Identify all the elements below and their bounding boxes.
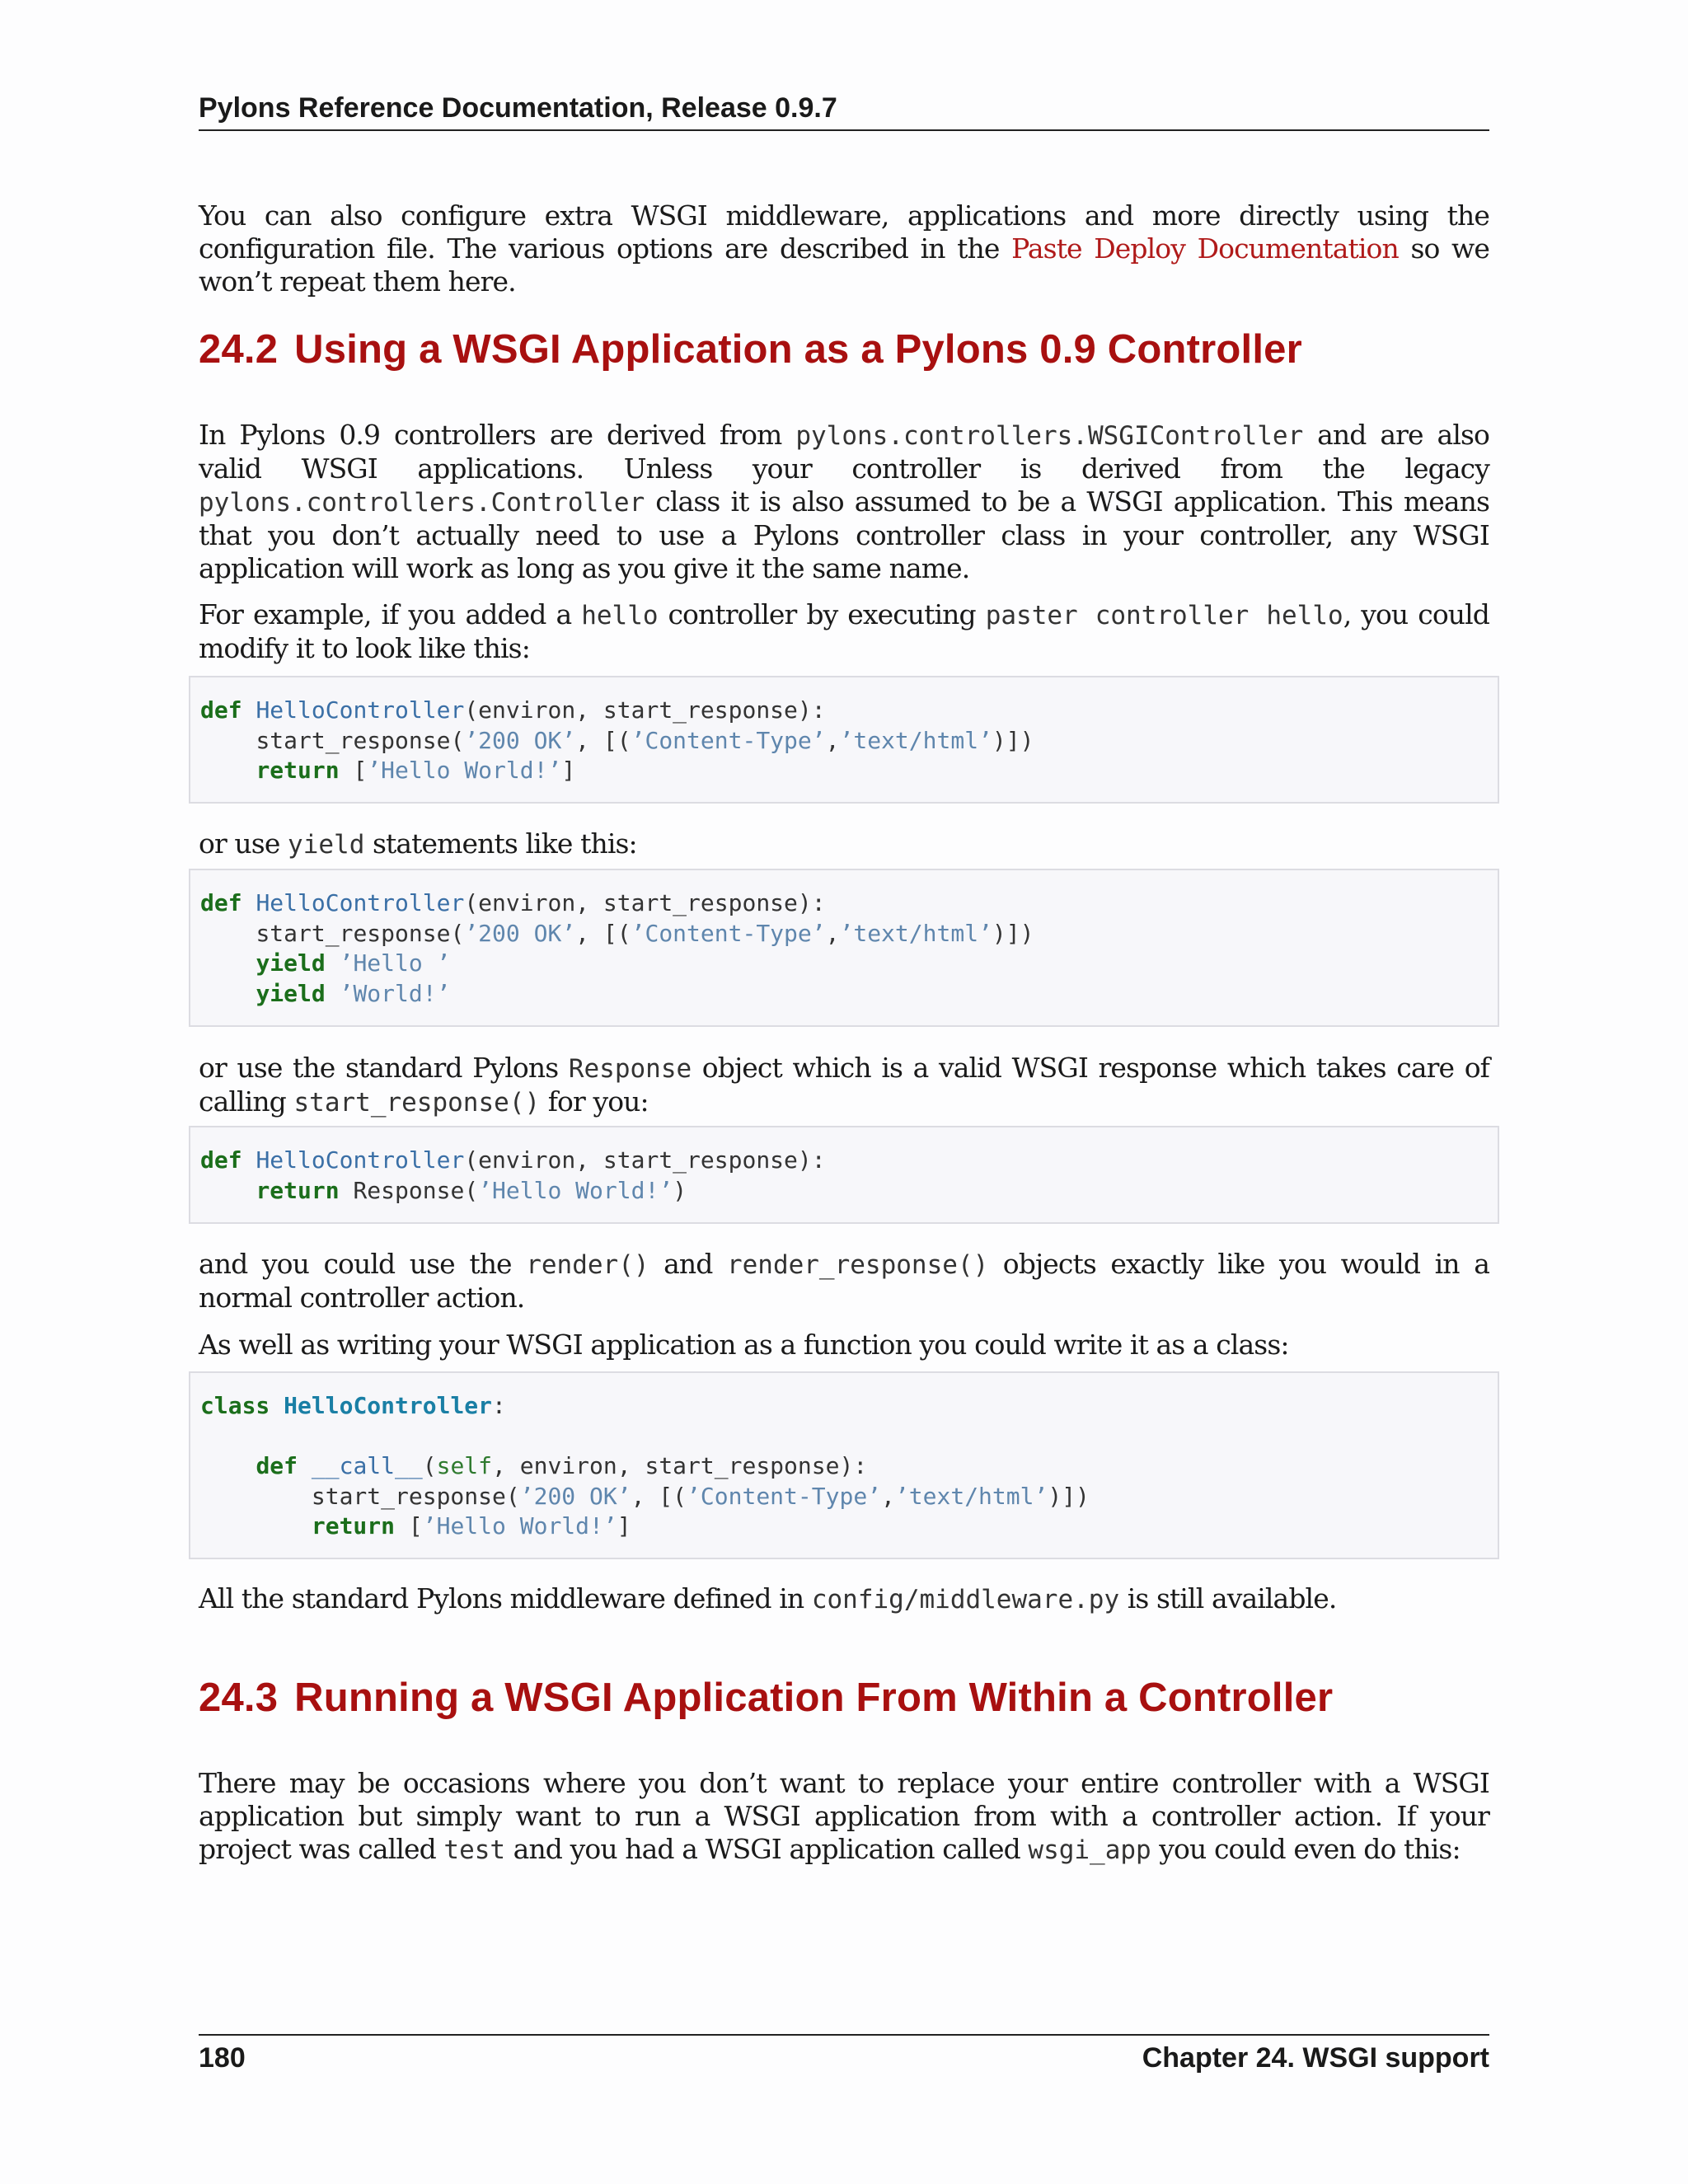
inline-code: wsgi_app <box>1028 1835 1151 1865</box>
paragraph-running-wsgi: There may be occasions where you don’t want to replace your entire controller with a WSGI application but simply want to run a WSGI application from with a controller action. If your project was called test and you had a WSGI application called wsgi_app you could even do this: <box>199 1767 1489 1865</box>
paragraph-wsgi-controllers: In Pylons 0.9 controllers are derived from pylons.controllers.WSGIController and are also valid WSGI applications. Unless your controller is derived from the legacy pylons.controllers.Controller class it is also assumed to be a WSGI application. This means that you don’t actually need to use a Pylons controller class in your controller, any WSGI application will work as long as you give it the same name. <box>199 419 1489 584</box>
inline-code: Response <box>568 1054 692 1084</box>
section-title: Running a WSGI Application From Within a Controller <box>294 1675 1334 1720</box>
inline-code: render_response() <box>726 1250 989 1280</box>
chapter-title: Chapter 24. WSGI support <box>1142 2042 1489 2074</box>
section-number: 24.2 <box>199 327 279 372</box>
inline-code: yield <box>288 830 365 860</box>
inline-code: render() <box>526 1250 649 1280</box>
section-24-3-heading <box>199 1675 1333 1721</box>
code-block-response: def HelloController(environ, start_response): return Response(’Hello World!’) <box>189 1126 1499 1224</box>
inline-code: pylons.controllers.WSGIController <box>795 421 1304 451</box>
paragraph-hello-example: For example, if you added a hello controller by executing paster controller hello, you could modify it to look like this: <box>199 598 1490 664</box>
paragraph-response: or use the standard Pylons Response object which is a valid WSGI response which takes care of calling start_response() for you: <box>199 1052 1489 1118</box>
footer-divider <box>199 2034 1489 2036</box>
code-block-yield: def HelloController(environ, start_response): start_response(’200 OK’, [(’Content-Type’,’text/html’)]) yield ’Hello ’ yield ’World!’ <box>189 869 1499 1027</box>
code-block-function: def HelloController(environ, start_response): start_response(’200 OK’, [(’Content-Type’,’text/html’)]) return [’Hello World!’] <box>189 676 1499 804</box>
paste-deploy-link[interactable]: Paste Deploy Documentation <box>1011 232 1399 265</box>
section-24-2-heading <box>199 326 1302 373</box>
paragraph-class-intro: As well as writing your WSGI application as a function you could write it as a class: <box>199 1329 1289 1361</box>
inline-code: pylons.controllers.Controller <box>199 488 645 518</box>
running-header: Pylons Reference Documentation, Release 0.9.7 <box>199 92 1489 131</box>
inline-code: paster controller hello <box>985 601 1343 630</box>
intro-paragraph: You can also configure extra WSGI middleware, applications and more directly using the configuration file. The various options are described in the Paste Deploy Documentation so we won’t repeat them here. <box>199 199 1489 298</box>
inline-code: start_response() <box>293 1088 541 1118</box>
inline-code: config/middleware.py <box>811 1585 1120 1615</box>
inline-code: test <box>443 1835 506 1865</box>
paragraph-middleware: All the standard Pylons middleware defined in config/middleware.py is still available. <box>199 1582 1337 1615</box>
paragraph-yield: or use yield statements like this: <box>199 827 637 860</box>
section-number: 24.3 <box>199 1675 279 1720</box>
inline-code: hello <box>581 601 659 630</box>
paragraph-render: and you could use the render() and render_response() objects exactly like you would in a normal controller action. <box>199 1248 1489 1314</box>
page-number: 180 <box>199 2042 246 2074</box>
code-block-class: class HelloController: def __call__(self, environ, start_response): start_response(’200 OK’, [(’Content-Type’,’text/html’)]) return [’Hello World!’] <box>189 1371 1499 1559</box>
section-title: Using a WSGI Application as a Pylons 0.9 Controller <box>294 327 1302 372</box>
